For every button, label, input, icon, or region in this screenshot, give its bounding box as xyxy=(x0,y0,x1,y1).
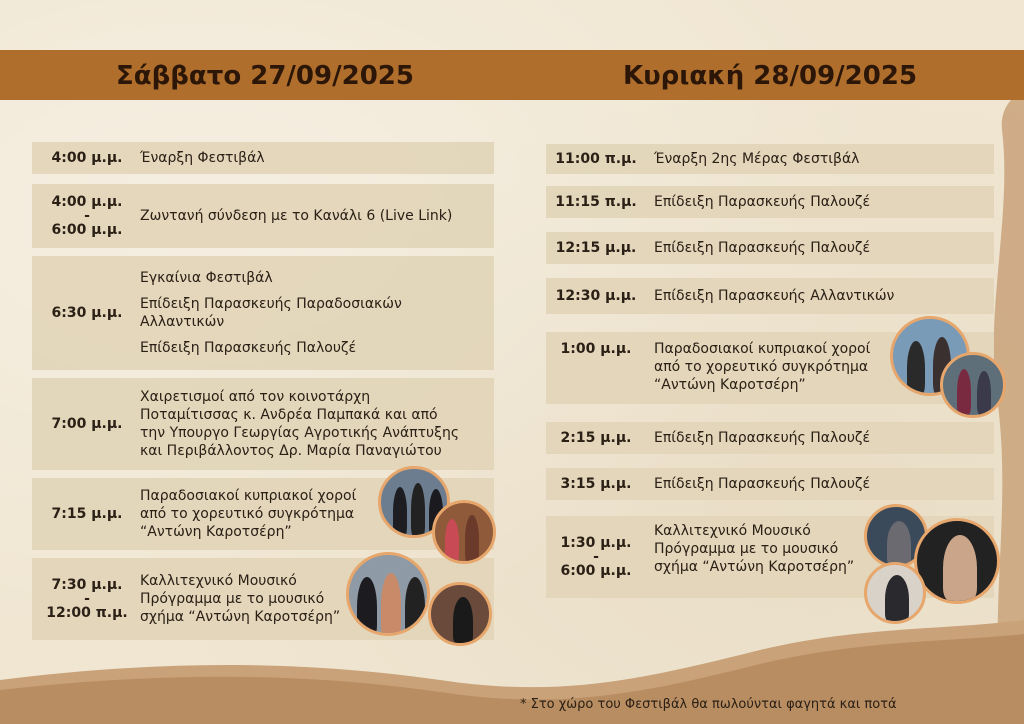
singer-photo xyxy=(914,518,1000,604)
row-description: Επίδειξη Παρασκευής Παλουζέ xyxy=(654,430,871,446)
row-time-range: 4:00 μ.μ. - 6:00 μ.μ. xyxy=(51,194,123,238)
row-description: Χαιρετισμοί από τον κοινοτάρχη Ποταμίτισσας κ. Ανδρέα Παμπακά και από την Υπουργο Γεωργίας Αγροτικής Ανάπτυξης και Περιβάλλοντος Δρ. Μαρία Παναγιώτου xyxy=(140,389,460,459)
row-time: 11:15 π.μ. xyxy=(555,194,637,210)
musicians-photo xyxy=(346,552,430,636)
row-description: Επίδειξη Παρασκευής Παλουζέ xyxy=(654,476,871,492)
schedule-row xyxy=(32,142,494,174)
day2-title: Κυριακή 28/09/2025 xyxy=(622,61,918,91)
footnote: * Στο χώρο του Φεστιβάλ θα πωλούνται φαγητά και ποτά xyxy=(520,697,897,712)
row-time: 3:15 μ.μ. xyxy=(560,476,632,492)
row-time: 4:00 μ.μ. xyxy=(51,150,123,166)
row-description: Παραδοσιακοί κυπριακοί χοροί από το χορευτικό συγκρότημα “Αντώνη Καροτσέρη” xyxy=(140,488,357,540)
schedule-row xyxy=(32,184,494,248)
row-description: Έναρξη 2ης Μέρας Φεστιβάλ xyxy=(654,151,860,167)
musician-photo xyxy=(428,582,492,646)
musician-photo xyxy=(864,562,926,624)
schedule-row xyxy=(32,256,494,370)
row-description: Καλλιτεχνικό Μουσικό Πρόγραμμα με το μουσικό σχήμα “Αντώνη Καροτσέρη” xyxy=(654,523,855,575)
row-description: Ζωντανή σύνδεση με το Κανάλι 6 (Live Link) xyxy=(140,208,453,224)
row-time: 2:15 μ.μ. xyxy=(560,430,632,446)
row-description: Επίδειξη Παρασκευής Παλουζέ xyxy=(654,194,871,210)
dancers-photo xyxy=(432,500,496,564)
row-description: Καλλιτεχνικό Μουσικό Πρόγραμμα με το μουσικό σχήμα “Αντώνη Καροτσέρη” xyxy=(140,573,341,625)
row-time: 12:30 μ.μ. xyxy=(555,288,637,304)
row-time-range: 7:30 μ.μ. - 12:00 π.μ. xyxy=(46,577,128,621)
day1-title: Σάββατο 27/09/2025 xyxy=(116,61,414,91)
dancers-photo xyxy=(940,352,1006,418)
row-description: Παραδοσιακοί κυπριακοί χοροί από το χορευτικό συγκρότημα “Αντώνη Καροτσέρη” xyxy=(654,341,871,393)
row-time: 12:15 μ.μ. xyxy=(555,240,637,256)
schedule-row xyxy=(546,232,994,264)
row-time: 11:00 π.μ. xyxy=(555,151,637,167)
row-time: 6:30 μ.μ. xyxy=(51,305,123,321)
row-time: 1:00 μ.μ. xyxy=(560,341,632,357)
row-time: 7:00 μ.μ. xyxy=(51,416,123,432)
schedule-row xyxy=(546,144,994,174)
schedule-row xyxy=(546,468,994,500)
row-description: Εγκαίνια Φεστιβάλ Επίδειξη Παρασκευής Παραδοσιακών Αλλαντικών Επίδειξη Παρασκευής Παλουζέ xyxy=(140,270,402,356)
row-time-range: 1:30 μ.μ. - 6:00 μ.μ. xyxy=(560,535,632,579)
schedule-row xyxy=(546,278,994,314)
schedule-row xyxy=(546,186,994,218)
row-time: 7:15 μ.μ. xyxy=(51,506,123,522)
schedule-row xyxy=(546,422,994,454)
row-description: Επίδειξη Παρασκευής Παλουζέ xyxy=(654,240,871,256)
row-description: Έναρξη Φεστιβάλ xyxy=(140,150,265,166)
row-description: Επίδειξη Παρασκευής Αλλαντικών xyxy=(654,288,895,304)
schedule-row xyxy=(32,378,494,470)
